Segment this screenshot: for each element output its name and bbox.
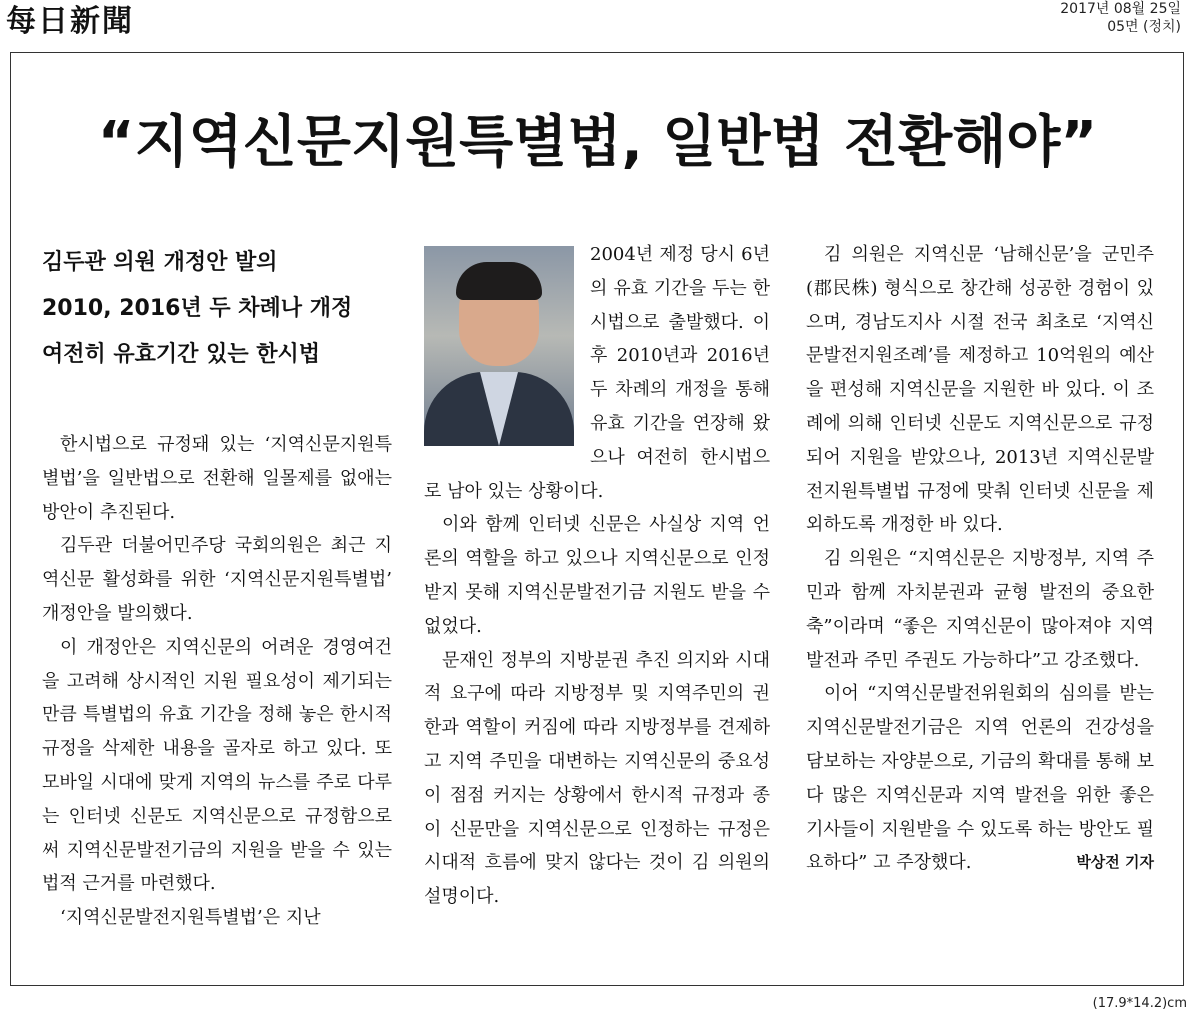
publish-date: 2017년 08월 25일 <box>1060 1 1181 17</box>
subhead-2: 2010, 2016년 두 차례나 개정 <box>42 296 353 321</box>
paragraph-text: 이어 “지역신문발전위원회의 심의를 받는 지역신문발전기금은 지역 언론의 건강성을 담보하는 자양분으로, 기금의 확대를 통해 보다 많은 지역신문과 지역 발전을 위한 좋은 기사들이 지원받을 수 있도록 하는 방안도 필요하다” 고 주장했다. <box>806 683 1154 874</box>
column-1 <box>42 428 392 935</box>
subhead-1: 김두관 의원 개정안 발의 <box>42 250 278 275</box>
paragraph: 이와 함께 인터넷 신문은 사실상 지역 언론의 역할을 하고 있으나 지역신문으로 인정받지 못해 지역신문발전기금 지원도 받을 수 없었다. <box>424 514 770 637</box>
headline: “지역신문지원특별법, 일반법 전환해야” <box>97 110 1098 175</box>
paragraph: 한시법으로 규정돼 있는 ‘지역신문지원특별법’을 일반법으로 전환해 일몰제를 없애는 방안이 추진된다. <box>42 434 392 523</box>
byline: 박상전 기자 <box>1076 853 1154 872</box>
paragraph: 문재인 정부의 지방분권 추진 의지와 시대적 요구에 따라 지방정부 및 지역주민의 권한과 역할이 커짐에 따라 지방정부를 견제하고 지역 주민을 대변하는 지역신문의 중요성이 점점 커지는 상황에서 한시적 규정과 종이 신문만을 지역신문으로 인정하는 규정은 시대적 흐름에 맞지 않다는 것이 김 의원의 설명이다. <box>424 649 770 908</box>
paragraph: ‘지역신문발전지원특별법’은 지난 <box>60 907 321 929</box>
subheads <box>42 240 392 378</box>
column-2 <box>424 238 770 914</box>
page-section: 05면 (정치) <box>1107 19 1181 35</box>
paragraph <box>806 677 1154 880</box>
size-note: (17.9*14.2)cm <box>1092 996 1187 1011</box>
paragraph: 김 의원은 “지역신문은 지방정부, 지역 주민과 함께 자치분권과 균형 발전의 중요한 축”이라며 “좋은 지역신문이 많아져야 지역 발전과 주민 주권도 가능하다”고 강조했다. <box>806 548 1154 671</box>
photo-hair <box>456 262 542 300</box>
subhead-3: 여전히 유효기간 있는 한시법 <box>42 342 321 367</box>
portrait-photo <box>424 246 574 446</box>
paragraph: 김 의원은 지역신문 ‘남해신문’을 군민주(郡民株) 형식으로 창간해 성공한 경험이 있으며, 경남도지사 시절 전국 최초로 ‘지역신문발전지원조례’를 제정하고 10억원의 예산을 편성해 지역신문을 지원한 바 있다. 이 조례에 의해 인터넷 신문도 지역신문으로 규정되어 지원을 받았으나, 2013년 지역신문발전지원특별법 규정에 맞춰 인터넷 신문을 제외하도록 개정한 바 있다. <box>806 244 1154 536</box>
date-info <box>1060 0 1181 36</box>
column-3 <box>806 238 1154 880</box>
paragraph: 이 개정안은 지역신문의 어려운 경영여건을 고려해 상시적인 지원 필요성이 제기되는 만큼 특별법의 유효 기간을 정해 놓은 한시적 규정을 삭제한 내용을 골자로 하고 있다. 또 모바일 시대에 맞게 지역의 뉴스를 주로 다루는 인터넷 신문도 지역신문으로 규정함으로써 지역신문발전기금의 지원을 받을 수 있는 법적 근거를 마련했다. <box>42 636 392 895</box>
paragraph: 2004년 제정 당시 6년의 유효 기간을 두는 한시법으로 출발했다. 이후 2010년과 2016년 두 차례의 개정을 통해 유효 기간을 연장해 왔으나 여전히 한시법으로 남아 있는 상황이다. <box>424 244 770 502</box>
masthead-logo: 每日新聞 <box>6 4 134 39</box>
paragraph: 김두관 더불어민주당 국회의원은 최근 지역신문 활성화를 위한 ‘지역신문지원특별법’ 개정안을 발의했다. <box>42 535 392 624</box>
